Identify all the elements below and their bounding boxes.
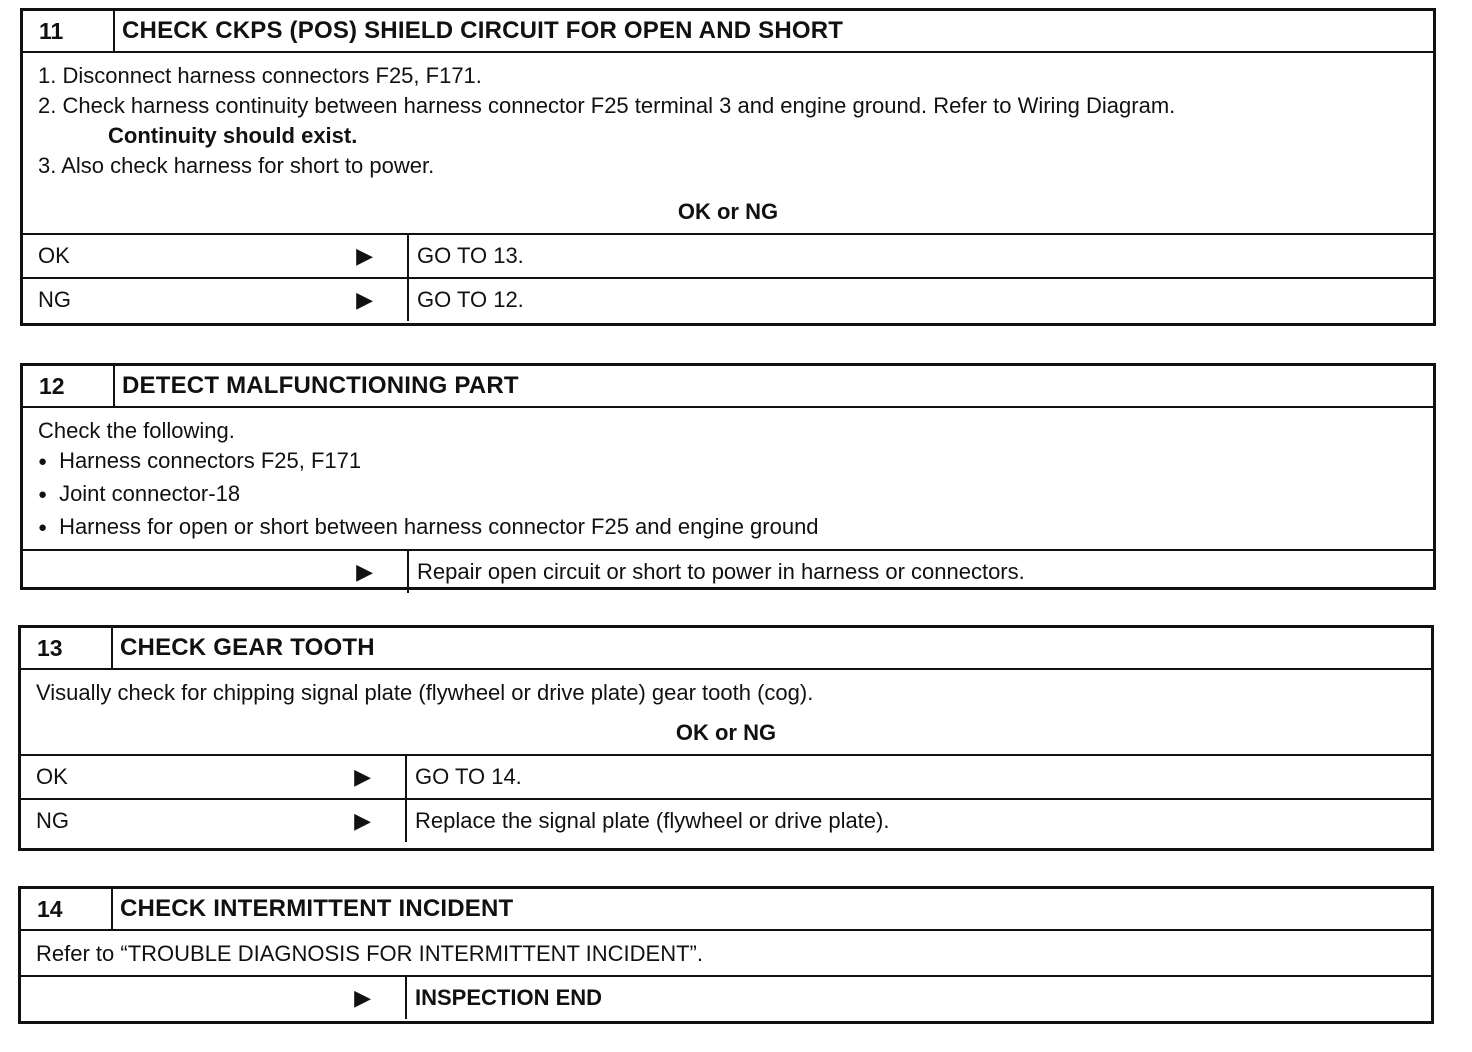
row-label-text: NG (38, 287, 71, 312)
arrow-right-icon: ▶ (354, 808, 371, 833)
result-row-ng (21, 798, 1431, 842)
instruction-line: 1. Disconnect harness connectors F25, F171. (38, 63, 482, 88)
step-14-box (18, 886, 1434, 1024)
arrow-right-icon: ▶ (356, 559, 373, 584)
step-12-header (23, 366, 1433, 408)
row-label (21, 977, 407, 1019)
row-label (23, 235, 409, 277)
intro-text: Check the following. (38, 418, 235, 443)
instruction-line: 3. Also check harness for short to power. (38, 153, 435, 178)
step-13-instructions (21, 670, 1431, 708)
step-11-header (23, 11, 1433, 53)
result-row (21, 975, 1431, 1019)
row-label (23, 279, 409, 321)
step-number: 12 (23, 366, 115, 406)
result-row-ok (23, 233, 1433, 277)
ok-or-ng-label: OK or NG (675, 720, 777, 745)
row-result: GO TO 13. (417, 243, 524, 268)
result-row (23, 549, 1433, 593)
result-row-ok (21, 754, 1431, 798)
result-row-ng (23, 277, 1433, 321)
step-title: DETECT MALFUNCTIONING PART (122, 372, 519, 399)
row-result: Repair open circuit or short to power in harness or connectors. (417, 559, 1025, 584)
step-title: CHECK INTERMITTENT INCIDENT (120, 895, 514, 922)
row-label (23, 551, 409, 593)
step-12-instructions (23, 408, 1433, 549)
arrow-right-icon: ▶ (354, 985, 371, 1010)
instruction-line: 2. Check harness continuity between harness connector F25 terminal 3 and engine ground. Refer to Wiring Diagram. (38, 93, 1176, 118)
row-result: Replace the signal plate (flywheel or drive plate). (415, 808, 890, 833)
arrow-right-icon: ▶ (354, 764, 371, 789)
row-label-text: OK (36, 764, 68, 789)
bullet-text: Joint connector-18 (59, 481, 241, 506)
bullet-item (38, 446, 1419, 479)
row-label-text: OK (38, 243, 70, 268)
step-title: CHECK CKPS (POS) SHIELD CIRCUIT FOR OPEN AND SHORT (122, 17, 844, 44)
step-number: 11 (23, 11, 115, 51)
instruction-line: Refer to “TROUBLE DIAGNOSIS FOR INTERMITTENT INCIDENT”. (36, 941, 703, 966)
bullet-item (38, 479, 1419, 512)
step-11-instructions (23, 53, 1433, 187)
bullet-text: Harness connectors F25, F171 (59, 448, 362, 473)
bullet-text: Harness for open or short between harness connector F25 and engine ground (59, 514, 819, 539)
instruction-line: Visually check for chipping signal plate (flywheel or drive plate) gear tooth (cog). (36, 680, 814, 705)
ok-or-ng-label: OK or NG (677, 199, 779, 224)
step-14-header (21, 889, 1431, 931)
row-result: GO TO 14. (415, 764, 522, 789)
row-label (21, 756, 407, 798)
step-11-box (20, 8, 1436, 326)
step-title: CHECK GEAR TOOTH (120, 634, 375, 661)
step-number: 14 (21, 889, 113, 929)
step-12-box (20, 363, 1436, 590)
step-number: 13 (21, 628, 113, 668)
arrow-right-icon: ▶ (356, 243, 373, 268)
step-14-instructions (21, 931, 1431, 975)
step-13-header (21, 628, 1431, 670)
expected-result: Continuity should exist. (108, 123, 358, 148)
row-label (21, 800, 407, 842)
step-13-box (18, 625, 1434, 851)
arrow-right-icon: ▶ (356, 287, 373, 312)
row-label-text: NG (36, 808, 69, 833)
row-result: INSPECTION END (415, 985, 603, 1010)
bullet-item (38, 512, 1419, 545)
row-result: GO TO 12. (417, 287, 524, 312)
